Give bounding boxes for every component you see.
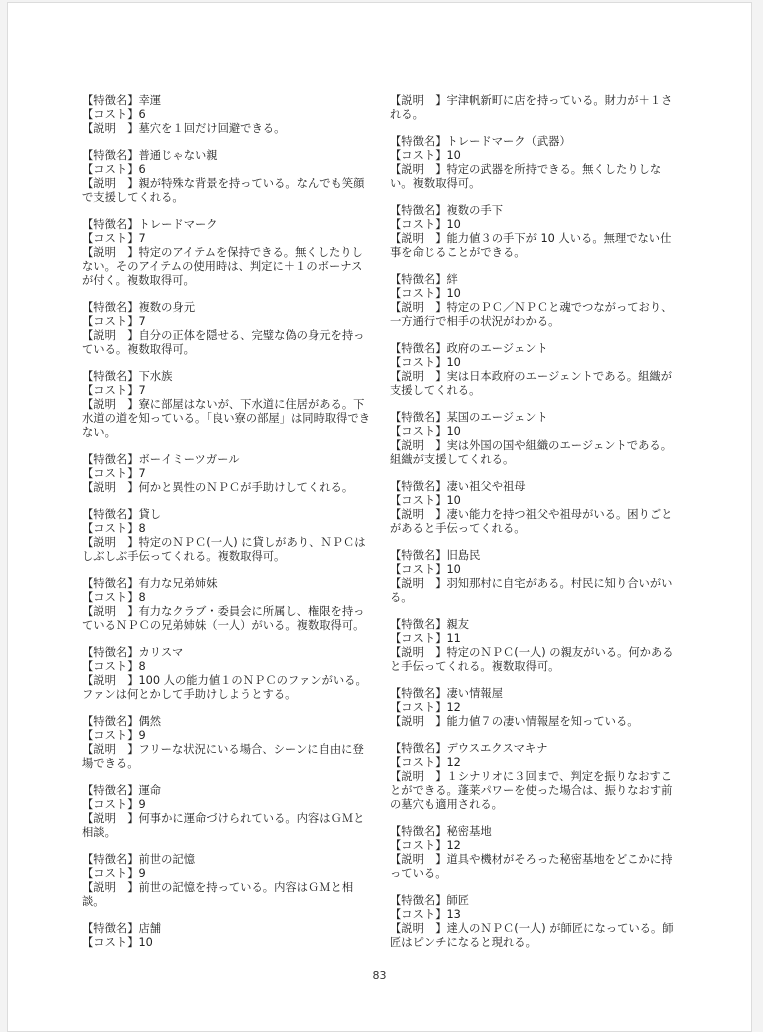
trait-description-value: 能力値３の手下が 10 人いる。無理でない仕事を命じることができる。 [390,232,672,259]
trait-name [390,742,680,756]
trait-cost-label: 【コスト】 [390,425,447,438]
trait-name [82,301,372,315]
trait-name [82,149,372,163]
trait-cost [390,756,680,770]
trait-name [390,204,680,218]
trait-description-value: フリーな状況にいる場合、シーンに自由に登場できる。 [82,743,364,770]
trait-cost [82,384,372,398]
trait-cost-value: 11 [446,632,461,645]
trait-name [390,894,680,908]
trait-description-label: 【説明 】 [390,508,447,521]
trait-name-label: 【特徴名】 [390,273,447,286]
trait-name-value: 複数の手下 [446,204,503,217]
trait-name [390,549,680,563]
trait-name-label: 【特徴名】 [82,853,139,866]
trait-cost [390,632,680,646]
document-page [7,2,752,1032]
trait-description-value: 墓穴を１回だけ回避できる。 [138,122,286,135]
left-column [82,94,372,963]
trait-entry [390,825,680,881]
trait-description [390,853,680,881]
trait-cost [82,163,372,177]
trait-name-label: 【特徴名】 [82,453,139,466]
trait-name-label: 【特徴名】 [390,742,447,755]
trait-cost [82,315,372,329]
trait-description-value: 特定のＮＰＣ(一人) に貸しがあり、ＮＰＣはしぶしぶ手伝ってくれる。複数取得可。 [82,536,366,563]
trait-description [390,370,680,398]
trait-description-value: １シナリオに３回まで、判定を振りなおすことができる。蓬莱パワーを使った場合は、振りなおす前の墓穴も適用される。 [390,770,673,811]
trait-name-value: ボーイミーツガール [138,453,240,466]
trait-cost [82,867,372,881]
trait-description [82,177,372,205]
trait-description [82,605,372,633]
trait-cost [82,467,372,481]
trait-name-value: 某国のエージェント [446,411,548,424]
trait-entry [82,784,372,840]
trait-description-value: 達人のＮＰＣ(一人) が師匠になっている。師匠はピンチになると現れる。 [390,922,674,949]
trait-name-value: 下水族 [138,370,173,383]
trait-cost-label: 【コスト】 [82,467,139,480]
trait-cost-value: 13 [446,908,461,921]
trait-description [82,122,372,136]
trait-entry [82,218,372,288]
trait-name-value: 普通じゃない親 [138,149,218,162]
trait-entry [82,301,372,357]
trait-description [390,94,680,122]
trait-name-value: トレードマーク [138,218,218,231]
trait-name [82,508,372,522]
trait-cost-value: 9 [138,729,146,742]
trait-entry [82,508,372,564]
trait-cost-value: 8 [138,660,146,673]
trait-entry [390,94,680,122]
trait-description-label: 【説明 】 [390,232,447,245]
trait-description-value: 特定のＰＣ／ＮＰＣと魂でつながっており、一方通行で相手の状況がわかる。 [390,301,673,328]
trait-cost [390,908,680,922]
trait-description [390,232,680,260]
trait-cost-label: 【コスト】 [390,839,447,852]
trait-name [82,94,372,108]
trait-description [82,743,372,771]
trait-name-value: 複数の身元 [138,301,195,314]
trait-entry [390,894,680,950]
trait-cost [82,591,372,605]
trait-description-value: 寮に部屋はないが、下水道に住居がある。下水道の道を知っている。「良い寮の部屋」は同時取得できない。 [82,398,371,439]
trait-cost-value: 7 [138,467,146,480]
trait-description-label: 【説明 】 [390,439,447,452]
trait-description-label: 【説明 】 [390,770,447,783]
trait-name [390,618,680,632]
trait-name [82,218,372,232]
trait-name-label: 【特徴名】 [390,204,447,217]
trait-name-value: 運命 [138,784,162,797]
trait-entry [390,273,680,329]
trait-description [390,301,680,329]
trait-name-value: 旧島民 [446,549,481,562]
trait-name-value: 秘密基地 [446,825,492,838]
trait-description-label: 【説明 】 [82,881,139,894]
trait-description-value: 道具や機材がそろった秘密基地をどこかに持っている。 [390,853,673,880]
trait-cost-label: 【コスト】 [82,591,139,604]
trait-entry [82,646,372,702]
trait-name-value: 偶然 [138,715,162,728]
trait-name-value: 凄い情報屋 [446,687,503,700]
trait-description-value: 能力値７の凄い情報屋を知っている。 [446,715,639,728]
trait-name-label: 【特徴名】 [390,894,447,907]
trait-name-label: 【特徴名】 [82,577,139,590]
trait-description-label: 【説明 】 [390,853,447,866]
trait-name [82,853,372,867]
trait-cost [82,798,372,812]
trait-name-value: 絆 [446,273,458,286]
trait-cost-value: 10 [446,149,461,162]
trait-name-label: 【特徴名】 [390,342,447,355]
trait-cost-label: 【コスト】 [82,729,139,742]
trait-description [82,481,372,495]
trait-cost-value: 10 [446,287,461,300]
trait-name-value: 幸運 [138,94,162,107]
trait-entry [390,342,680,398]
trait-cost-label: 【コスト】 [82,232,139,245]
trait-name-value: 店舗 [138,922,162,935]
trait-cost-value: 10 [446,494,461,507]
trait-description-label: 【説明 】 [82,481,139,494]
trait-description [390,439,680,467]
trait-cost-value: 7 [138,384,146,397]
trait-description [82,812,372,840]
trait-entry [390,742,680,812]
trait-cost-label: 【コスト】 [390,908,447,921]
trait-cost-label: 【コスト】 [390,218,447,231]
trait-description [390,508,680,536]
trait-cost [82,108,372,122]
trait-name-label: 【特徴名】 [82,370,139,383]
trait-description [390,922,680,950]
trait-description [390,163,680,191]
trait-description-value: 自分の正体を隠せる、完璧な偽の身元を持っている。複数取得可。 [82,329,365,356]
trait-cost-label: 【コスト】 [390,287,447,300]
trait-name [82,453,372,467]
trait-name [390,687,680,701]
trait-description-label: 【説明 】 [390,94,447,107]
trait-name [82,370,372,384]
trait-entry [390,549,680,605]
trait-cost [82,232,372,246]
page-number: 83 [372,969,387,982]
trait-name-value: 凄い祖父や祖母 [446,480,526,493]
trait-description-label: 【説明 】 [390,370,447,383]
trait-entry [82,853,372,909]
trait-cost [390,701,680,715]
trait-cost-value: 12 [446,701,461,714]
trait-cost [390,563,680,577]
trait-cost-label: 【コスト】 [82,163,139,176]
trait-name [390,342,680,356]
trait-cost-value: 8 [138,591,146,604]
trait-name-label: 【特徴名】 [390,411,447,424]
trait-cost [82,522,372,536]
trait-description-label: 【説明 】 [82,122,139,135]
trait-name [390,135,680,149]
trait-description-label: 【説明 】 [390,301,447,314]
trait-entry [82,453,372,495]
trait-cost-value: 9 [138,867,146,880]
trait-cost-label: 【コスト】 [82,108,139,121]
trait-description-value: 何かと異性のＮＰＣが手助けしてくれる。 [138,481,354,494]
trait-name-label: 【特徴名】 [390,549,447,562]
trait-cost [390,356,680,370]
trait-description-value: 有力なクラブ・委員会に所属し、権限を持っているＮＰＣの兄弟姉妹（一人）がいる。複数取得可。 [82,605,365,632]
trait-description-value: 宇津帆新町に店を持っている。財力が＋１される。 [390,94,673,121]
trait-name-label: 【特徴名】 [82,94,139,107]
trait-name [390,480,680,494]
trait-entry [82,149,372,205]
trait-cost-label: 【コスト】 [82,798,139,811]
trait-cost [82,660,372,674]
trait-cost-label: 【コスト】 [82,660,139,673]
trait-cost-value: 7 [138,315,146,328]
trait-description-label: 【説明 】 [82,743,139,756]
trait-cost-value: 10 [446,425,461,438]
trait-cost-label: 【コスト】 [390,494,447,507]
trait-cost-label: 【コスト】 [390,756,447,769]
trait-name-label: 【特徴名】 [82,715,139,728]
trait-description-value: 実は外国の国や組織のエージェントである。組織が支援してくれる。 [390,439,672,466]
trait-description [82,398,372,440]
trait-name-value: 政府のエージェント [446,342,548,355]
trait-description [82,246,372,288]
trait-description-value: 特定の武器を所持できる。無くしたりしない。複数取得可。 [390,163,662,190]
trait-description-label: 【説明 】 [82,329,139,342]
trait-description [390,577,680,605]
trait-description-label: 【説明 】 [82,674,139,687]
trait-cost-value: 7 [138,232,146,245]
trait-description-label: 【説明 】 [82,812,139,825]
trait-cost-value: 10 [138,936,153,949]
trait-name-label: 【特徴名】 [82,922,139,935]
trait-name-value: 親友 [446,618,470,631]
trait-name-value: 有力な兄弟姉妹 [138,577,218,590]
trait-cost-value: 6 [138,108,146,121]
trait-name [390,825,680,839]
trait-description-value: 羽知那村に自宅がある。村民に知り合いがいる。 [390,577,673,604]
trait-name-value: トレードマーク（武器） [446,135,571,148]
trait-cost [390,149,680,163]
trait-description-value: 特定のアイテムを保持できる。無くしたりしない。そのアイテムの使用時は、判定に＋１のボーナスが付く。複数取得可。 [82,246,363,287]
trait-name-label: 【特徴名】 [82,301,139,314]
trait-description [390,646,680,674]
trait-name [82,646,372,660]
trait-cost-label: 【コスト】 [390,563,447,576]
trait-cost-value: 12 [446,756,461,769]
trait-cost-label: 【コスト】 [82,315,139,328]
trait-name-label: 【特徴名】 [390,135,447,148]
trait-description-label: 【説明 】 [82,398,139,411]
trait-cost [390,218,680,232]
trait-cost-value: 10 [446,563,461,576]
trait-name-value: 前世の記憶 [138,853,195,866]
trait-cost-label: 【コスト】 [390,149,447,162]
trait-description-label: 【説明 】 [82,605,139,618]
trait-cost [390,839,680,853]
trait-cost [390,425,680,439]
trait-description [82,674,372,702]
trait-cost-label: 【コスト】 [390,701,447,714]
trait-cost [82,936,372,950]
trait-name-label: 【特徴名】 [82,646,139,659]
trait-description-value: 親が特殊な背景を持っている。なんでも笑顔で支援してくれる。 [82,177,365,204]
trait-cost-value: 12 [446,839,461,852]
trait-entry [390,618,680,674]
trait-entry [82,922,372,950]
trait-name-value: カリスマ [138,646,184,659]
trait-cost-label: 【コスト】 [390,632,447,645]
trait-cost [82,729,372,743]
trait-entry [82,94,372,136]
trait-name-value: 師匠 [446,894,470,907]
trait-cost [390,287,680,301]
trait-description-label: 【説明 】 [390,646,447,659]
trait-description-label: 【説明 】 [82,246,139,259]
right-column [390,94,680,963]
trait-name-label: 【特徴名】 [390,618,447,631]
trait-entry [390,204,680,260]
trait-entry [390,687,680,729]
trait-description-value: 実は日本政府のエージェントである。組織が支援してくれる。 [390,370,672,397]
trait-entry [390,480,680,536]
trait-cost-value: 10 [446,356,461,369]
trait-cost [390,494,680,508]
trait-cost-value: 6 [138,163,146,176]
trait-description [82,536,372,564]
trait-name [82,715,372,729]
trait-name [390,411,680,425]
trait-entry [82,370,372,440]
trait-cost-label: 【コスト】 [82,522,139,535]
trait-description-value: 凄い能力を持つ祖父や祖母がいる。困りごとがあると手伝ってくれる。 [390,508,673,535]
trait-cost-value: 8 [138,522,146,535]
trait-description-label: 【説明 】 [390,163,447,176]
trait-name-label: 【特徴名】 [390,480,447,493]
trait-entry [82,715,372,771]
trait-description [82,329,372,357]
trait-name [82,922,372,936]
trait-name-label: 【特徴名】 [390,687,447,700]
trait-cost-label: 【コスト】 [82,867,139,880]
trait-description-label: 【説明 】 [390,715,447,728]
trait-name-label: 【特徴名】 [82,218,139,231]
trait-entry [390,135,680,191]
trait-entry [390,411,680,467]
trait-description-label: 【説明 】 [390,922,447,935]
trait-cost-value: 10 [446,218,461,231]
trait-name-label: 【特徴名】 [82,784,139,797]
trait-description-value: 特定のＮＰＣ(一人) の親友がいる。何かあると手伝ってくれる。複数取得可。 [390,646,674,673]
trait-description-value: 前世の記憶を持っている。内容はＧＭと相談。 [82,881,354,908]
trait-name-value: デウスエクスマキナ [446,742,548,755]
trait-description [82,881,372,909]
trait-name-value: 貸し [138,508,162,521]
trait-description [390,770,680,812]
trait-description-value: 何事かに運命づけられている。内容はＧＭと相談。 [82,812,365,839]
trait-description-label: 【説明 】 [82,177,139,190]
trait-cost-label: 【コスト】 [82,384,139,397]
trait-description-value: 100 人の能力値１のＮＰＣのファンがいる。ファンは何とかして手助けしようとする。 [82,674,367,701]
trait-name-label: 【特徴名】 [390,825,447,838]
trait-entry [82,577,372,633]
trait-name [82,577,372,591]
trait-name [390,273,680,287]
trait-cost-label: 【コスト】 [82,936,139,949]
trait-description-label: 【説明 】 [390,577,447,590]
trait-name-label: 【特徴名】 [82,149,139,162]
trait-description-label: 【説明 】 [82,536,139,549]
trait-cost-value: 9 [138,798,146,811]
trait-description [390,715,680,729]
trait-cost-label: 【コスト】 [390,356,447,369]
trait-name [82,784,372,798]
trait-name-label: 【特徴名】 [82,508,139,521]
